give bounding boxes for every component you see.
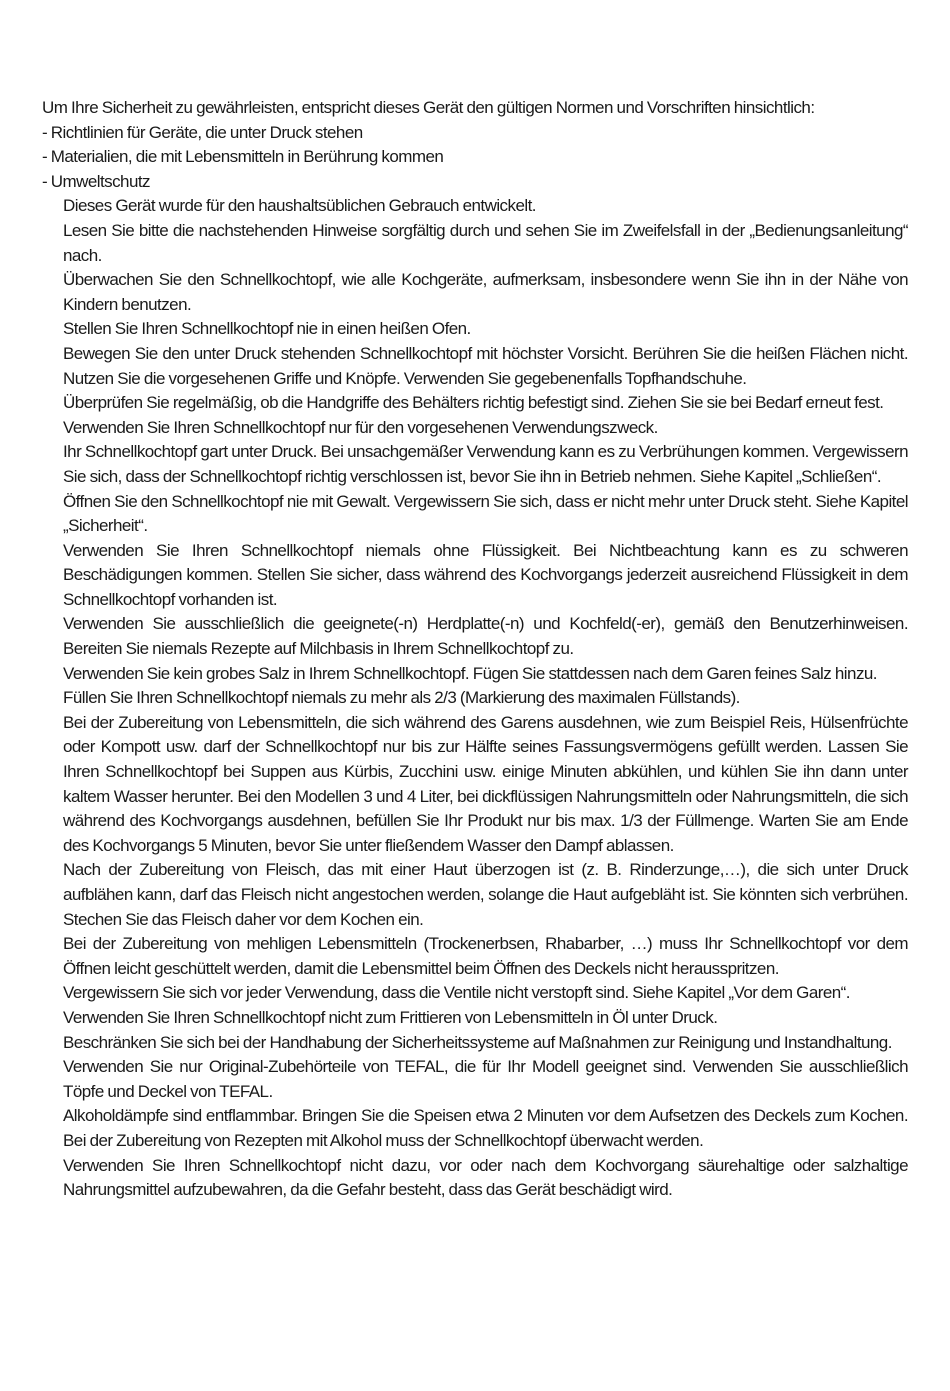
safety-paragraph: Bei der Zubereitung von Lebensmitteln, die sich während des Garens ausdehnen, wie zum Beispiel Reis, Hülsenfrüchte oder Kompott usw. darf der Schnellkochtopf nur bis zur Hälfte seines Fassungsvermögens gefüllt werden. Lassen Sie Ihren Schnellkochtopf bei Suppen aus Kürbis, Zucchini usw. einige Minuten abkühlen, und kühlen Sie ihn dann unter kaltem Wasser herunter. Bei den Modellen 3 und 4 Liter, bei dickflüssigen Nahrungsmitteln oder Nahrungsmitteln, die sich während des Kochvorgangs ausdehnen, befüllen Sie Ihr Produkt nur bis max. 1/3 der Füllmenge. Warten Sie am Ende des Kochvorgangs 5 Minuten, bevor Sie unter fließendem Wasser den Dampf ablassen.: [63, 712, 908, 855]
safety-paragraph: Stellen Sie Ihren Schnellkochtopf nie in einen heißen Ofen.: [63, 319, 471, 339]
standards-list-item: - Richtlinien für Geräte, die unter Druck stehen: [42, 122, 363, 142]
safety-paragraph: Verwenden Sie Ihren Schnellkochtopf nicht dazu, vor oder nach dem Kochvorgang säurehaltige oder salzhaltige Nahrungsmittel aufzubewahren, da die Gefahr besteht, dass das Gerät beschädigt wird.: [63, 1155, 908, 1200]
safety-paragraph: Bewegen Sie den unter Druck stehenden Schnellkochtopf mit höchster Vorsicht. Berühren Sie die heißen Flächen nicht. Nutzen Sie die vorgesehenen Griffe und Knöpfe. Verwenden Sie gegebenenfalls Topfhandschuhe.: [63, 343, 908, 388]
safety-paragraph: Verwenden Sie ausschließlich die geeignete(-n) Herdplatte(-n) und Kochfeld(-er), gemäß den Benutzerhinweisen. Bereiten Sie niemals Rezepte auf Milchbasis in Ihrem Schnellkochtopf zu.: [63, 614, 908, 659]
safety-paragraphs: [42, 194, 908, 1202]
safety-paragraph: Lesen Sie bitte die nachstehenden Hinweise sorgfältig durch und sehen Sie im Zweifelsfall in der „Bedienungsanleitung“ nach.: [63, 220, 908, 265]
standards-list: [42, 121, 908, 195]
safety-paragraph: Nach der Zubereitung von Fleisch, das mit einer Haut überzogen ist (z. B. Rinderzunge,…), die sich unter Druck aufblähen kann, darf das Fleisch nicht angestochen werden, solange die Haut aufgebläht ist. Sie könnten sich verbrühen. Stechen Sie das Fleisch daher vor dem Kochen ein.: [63, 860, 908, 929]
standards-list-item: - Umweltschutz: [42, 171, 150, 191]
safety-paragraph: Verwenden Sie Ihren Schnellkochtopf niemals ohne Flüssigkeit. Bei Nichtbeachtung kann es zu schweren Beschädigungen kommen. Stellen Sie sicher, dass während des Kochvorgangs jederzeit ausreichend Flüssigkeit in dem Schnellkochtopf vorhanden ist.: [63, 540, 908, 609]
safety-paragraph: Beschränken Sie sich bei der Handhabung der Sicherheitssysteme auf Maßnahmen zur Reinigung und Instandhaltung.: [63, 1032, 892, 1052]
safety-paragraph: Verwenden Sie Ihren Schnellkochtopf nur für den vorgesehenen Verwendungszweck.: [63, 417, 658, 437]
safety-paragraph: Füllen Sie Ihren Schnellkochtopf niemals zu mehr als 2/3 (Markierung des maximalen Füllstands).: [63, 688, 740, 708]
safety-paragraph: Öffnen Sie den Schnellkochtopf nie mit Gewalt. Vergewissern Sie sich, dass er nicht mehr unter Druck steht. Siehe Kapitel „Sicherheit“.: [63, 491, 908, 536]
safety-paragraph: Verwenden Sie nur Original-Zubehörteile von TEFAL, die für Ihr Modell geeignet sind. Verwenden Sie ausschließlich Töpfe und Deckel von TEFAL.: [63, 1057, 908, 1101]
safety-paragraph: Verwenden Sie kein grobes Salz in Ihrem Schnellkochtopf. Fügen Sie stattdessen nach dem Garen feines Salz hinzu.: [63, 663, 877, 683]
safety-paragraph: Dieses Gerät wurde für den haushaltsüblichen Gebrauch entwickelt.: [63, 196, 536, 216]
safety-paragraph: Verwenden Sie Ihren Schnellkochtopf nicht zum Frittieren von Lebensmitteln in Öl unter Druck.: [63, 1007, 718, 1027]
safety-paragraph: Bei der Zubereitung von mehligen Lebensmitteln (Trockenerbsen, Rhabarber, …) muss Ihr Schnellkochtopf vor dem Öffnen leicht geschüttelt werden, damit die Lebensmittel beim Öffnen des Deckels nicht herausspritzen.: [63, 934, 908, 978]
safety-paragraph: Überprüfen Sie regelmäßig, ob die Handgriffe des Behälters richtig befestigt sind. Ziehen Sie sie bei Bedarf erneut fest.: [63, 393, 884, 413]
safety-paragraph: Ihr Schnellkochtopf gart unter Druck. Bei unsachgemäßer Verwendung kann es zu Verbrühungen kommen. Vergewissern Sie sich, dass der Schnellkochtopf richtig verschlossen ist, bevor Sie ihn in Betrieb nehmen. Siehe Kapitel „Schließen“.: [63, 442, 908, 486]
standards-list-item: - Materialien, die mit Lebensmitteln in Berührung kommen: [42, 147, 444, 167]
intro-text: Um Ihre Sicherheit zu gewährleisten, entspricht dieses Gerät den gültigen Normen und Vorschriften hinsichtlich:: [42, 98, 815, 117]
safety-paragraph: Überwachen Sie den Schnellkochtopf, wie alle Kochgeräte, aufmerksam, insbesondere wenn Sie ihn in der Nähe von Kindern benutzen.: [63, 270, 908, 314]
safety-instructions-page: [42, 96, 908, 1203]
safety-paragraph: Alkoholdämpfe sind entflammbar. Bringen Sie die Speisen etwa 2 Minuten vor dem Aufsetzen des Deckels zum Kochen. Bei der Zubereitung von Rezepten mit Alkohol muss der Schnellkochtopf überwacht werden.: [63, 1106, 908, 1150]
safety-paragraph: Vergewissern Sie sich vor jeder Verwendung, dass die Ventile nicht verstopft sind. Siehe Kapitel „Vor dem Garen“.: [63, 983, 850, 1003]
